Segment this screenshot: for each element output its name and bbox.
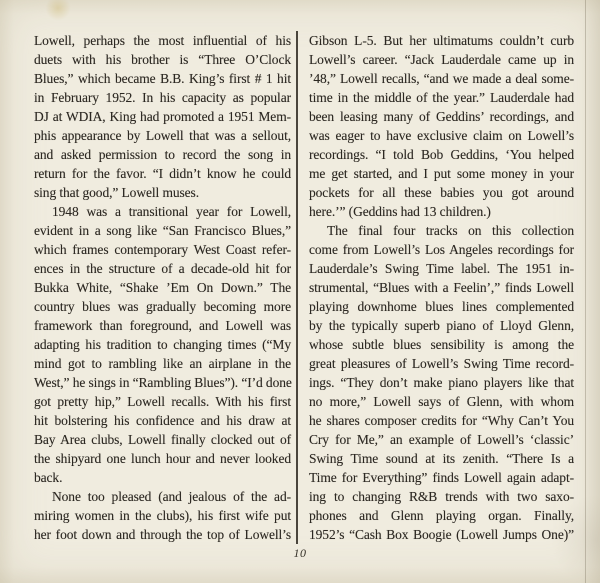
text-line: got pretty hip,” Lowell recalls. With his first — [34, 394, 291, 409]
text-line: pockets for all these babies you got around — [309, 185, 574, 200]
text-line: 1952’s “Cash Box Boogie (Lowell Jumps One)” — [309, 527, 574, 542]
text-line: in February 1952. In his capacity as popular — [34, 90, 291, 105]
text-line: and asked permission to record the song in — [34, 147, 291, 162]
text-line: evident in a song like “San Francisco Blues,” — [34, 223, 291, 238]
text-line: sing that good,” Lowell muses. — [34, 185, 199, 200]
text-line: 1948 was a transitional year for Lowell, — [52, 204, 291, 219]
text-line: no more,” Lowell says of Glenn, with whom — [309, 394, 574, 409]
text-line: been leasing many of Geddins’ recordings, and — [309, 109, 574, 124]
text-line: strumental, “Blues with a Feelin’,” finds Lowell — [309, 280, 574, 295]
text-line: Lowell, perhaps the most influential of his — [34, 33, 291, 48]
right-text-column — [309, 31, 574, 544]
text-line: duets with his brother is “Three O’Clock — [34, 52, 291, 67]
text-line: Bukka White, “Shake ’Em On Down.” The — [34, 280, 291, 295]
text-line: Bay Area clubs, Lowell finally clocked out of — [34, 432, 291, 447]
text-line: here.’” (Geddins had 13 children.) — [309, 204, 491, 219]
text-line: The final four tracks on this collection — [327, 223, 574, 238]
text-line: playing downhome blues lines complemented — [309, 299, 574, 314]
text-line: time in the middle of the year.” Lauderdale had — [309, 90, 574, 105]
text-line: mind got to rambling like an airplane in the — [34, 356, 291, 371]
text-line: hit bolstering his confidence and his draw at — [34, 413, 291, 428]
text-line: Swing Time sound at its zenith. “There Is a — [309, 451, 574, 466]
text-line: by the typically superb piano of Lloyd Glenn, — [309, 318, 574, 333]
text-line: return for the favor. “I didn’t know he could — [34, 166, 291, 181]
text-line: Gibson L-5. But her ultimatums couldn’t curb — [309, 33, 574, 48]
text-line: Lowell’s career. “Jack Lauderdale came up in — [309, 52, 574, 67]
text-line: None too pleased (and jealous of the ad- — [52, 489, 291, 504]
text-line: country blues was gradually becoming more — [34, 299, 291, 314]
text-line: adapting his tradition to changing times (“My — [34, 337, 291, 352]
scan-edge-artifact — [585, 0, 586, 583]
text-line: her foot down and through the top of Lowell’s — [34, 527, 291, 542]
text-line: ’48,” Lowell recalls, “and we made a deal some- — [309, 71, 574, 86]
text-line: framework than foreground, and Lowell was — [34, 318, 291, 333]
text-line: whose subtle blues sensibility is among the — [309, 337, 574, 352]
text-line: Lauderdale’s Swing Time label. The 1951 in- — [309, 261, 574, 276]
text-line: Time for Everything” finds Lowell again adapt- — [309, 470, 574, 485]
column-divider-rule — [296, 31, 298, 544]
text-line: Cry for Me,” an example of Lowell’s ‘classic’ — [309, 432, 574, 447]
text-line: ing to changing R&B trends with two saxo- — [309, 489, 574, 504]
text-line: phones and Glenn playing organ. Finally, — [309, 508, 574, 523]
text-line: West,” he sings in “Rambling Blues”). “I’d done — [34, 375, 292, 390]
text-line: ences in the structure of a decade-old hit for — [34, 261, 291, 276]
text-line: recordings. “I told Bob Geddins, ‘You helped — [309, 147, 574, 162]
text-line: Blues,” which became B.B. King’s first # 1 hit — [34, 71, 291, 86]
text-line: phis appearance by Lowell that was a sellout, — [34, 128, 291, 143]
text-line: great pleasures of Lowell’s Swing Time record- — [309, 356, 574, 371]
text-line: ings. “They don’t make piano players like that — [309, 375, 574, 390]
text-line: the shipyard one lunch hour and never looked — [34, 451, 291, 466]
text-line: me get started, and I put some money in your — [309, 166, 574, 181]
text-line: which frames contemporary West Coast refer- — [34, 242, 291, 257]
page-number: 10 — [293, 546, 307, 560]
text-line: come from Lowell’s Los Angeles recordings for — [309, 242, 574, 257]
text-line: miring women in the clubs), his first wife put — [34, 508, 291, 523]
text-line: was eager to have exclusive claim on Lowell’s — [309, 128, 574, 143]
left-text-column — [34, 31, 291, 544]
text-line: he shares composer credits for “Why Can’t You — [309, 413, 574, 428]
text-line: back. — [34, 470, 63, 485]
text-line: DJ at WDIA, King had promoted a 1951 Mem- — [34, 109, 291, 124]
